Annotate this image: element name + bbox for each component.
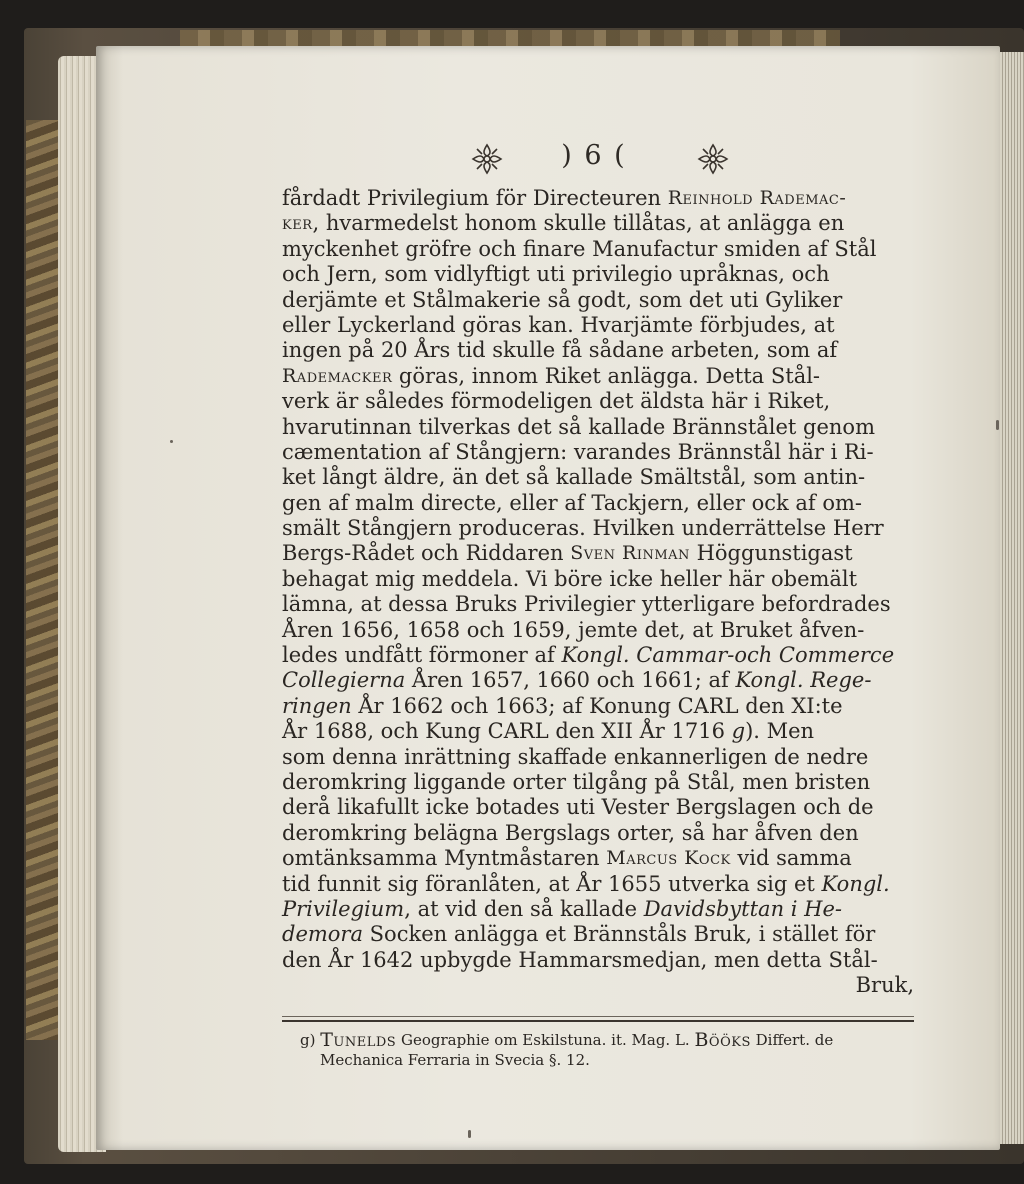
text-line — [282, 465, 914, 490]
text-run: ket långt äldre, än det så kallade Smältstål, som antin- — [282, 465, 866, 490]
text-run: behagat mig meddela. Vi böre icke heller här obemält — [282, 566, 858, 591]
text-run: lämna, at dessa Bruks Privilegier ytterligare befordrades — [282, 592, 891, 617]
text-run: cæmentation af Stångjern: varandes Brännstål här i Ri- — [282, 439, 874, 464]
text-run: g — [731, 719, 746, 744]
text-line — [282, 516, 914, 541]
text-line — [282, 719, 914, 744]
text-line — [282, 592, 914, 617]
text-run: Privilegium — [282, 896, 405, 921]
text-run: År 1688, och Kung CARL den XII År 1716 — [282, 719, 732, 744]
text-run: Tunelds — [320, 1029, 397, 1051]
page-header — [470, 138, 740, 182]
text-line — [282, 440, 914, 465]
cover-marble-top — [180, 30, 840, 46]
text-line — [282, 541, 914, 566]
text-run: Reinhold Rademac- — [667, 187, 847, 209]
text-run: Bööks — [694, 1029, 751, 1051]
text-run: verk är således förmodeligen det äldsta här i Riket, — [282, 389, 831, 414]
cover-marble-spine — [26, 120, 60, 1040]
text-run: ). — [745, 719, 760, 744]
catchword: Bruk, — [855, 973, 914, 998]
text-run: deromkring liggande orter tilgång på Stål, men bristen — [282, 769, 871, 794]
footnote-block — [300, 1030, 914, 1070]
text-line — [282, 211, 914, 236]
text-line — [282, 897, 914, 922]
text-run: År 1662 och 1663; af Konung CARL den XI:te — [351, 693, 843, 718]
text-run: ledes undfått förmoner af — [282, 643, 562, 668]
page-stack-right — [1000, 52, 1024, 1144]
text-run: ker — [282, 212, 313, 235]
text-run: Men — [759, 719, 815, 744]
text-line — [282, 618, 914, 643]
paper-speck — [170, 440, 173, 443]
text-line — [282, 237, 914, 262]
text-run: och Jern, som vidlyftigt uti privilegio upråknas, och — [282, 262, 830, 287]
text-run: , at vid den så kallade — [404, 896, 644, 921]
text-run: Davidsbyttan i He- — [643, 896, 842, 921]
text-run: den År 1642 upbygde Hammarsmedjan, men detta Stål- — [282, 947, 878, 972]
text-line — [282, 364, 914, 389]
text-run: derjämte et Stålmakerie så godt, som det uti Gyliker — [282, 287, 843, 312]
text-line — [282, 795, 914, 820]
text-run: eller Lyckerland göras kan. Hvarjämte förbjudes, at — [282, 312, 835, 337]
text-run: myckenhet gröfre och finare Manufactur smiden af Stål — [282, 236, 877, 261]
text-run: ingen på 20 Års tid skulle få sådane arbeten, som af — [282, 338, 838, 363]
text-run: Sven Rinman — [570, 542, 690, 565]
text-run: göras, innom Riket anlägga. Detta Stål- — [392, 363, 821, 388]
text-line — [282, 872, 914, 897]
main-text-block — [282, 186, 914, 999]
text-run: Höggunstigast — [689, 541, 853, 566]
text-run: hvarutinnan tilverkas det så kallade Brännstålet genom — [282, 414, 875, 439]
text-line — [282, 313, 914, 338]
text-run: , hvarmedelst honom skulle tillåtas, at anlägga en — [312, 211, 845, 236]
text-run: Differt. de — [750, 1031, 834, 1049]
text-run: demora — [282, 922, 363, 947]
text-line — [282, 770, 914, 795]
text-run: fårdadt Privilegium för Directeuren — [282, 186, 668, 210]
footnote-rule-thin — [282, 1016, 914, 1017]
text-run: Kongl. — [821, 871, 890, 896]
text-run: Kongl. Rege- — [735, 668, 872, 693]
text-run: Åren 1656, 1658 och 1659, jemte det, at Bruket åfven- — [282, 617, 865, 642]
text-run: smält Stångjern produceras. Hvilken underrättelse Herr — [282, 516, 884, 541]
text-run: g) — [300, 1031, 321, 1049]
text-run: Rademacker — [282, 364, 393, 387]
text-run: Åren 1657, 1660 och 1661; af — [405, 668, 736, 693]
text-run: som denna inrättning skaffade enkannerligen de nedre — [282, 744, 869, 769]
text-line — [282, 846, 914, 871]
text-run: ringen — [282, 693, 352, 718]
text-line — [282, 567, 914, 592]
text-line — [282, 694, 914, 719]
text-run: Marcus Kock — [606, 847, 731, 870]
text-line — [282, 288, 914, 313]
footnote-line — [300, 1030, 914, 1050]
paper-speck — [468, 1130, 471, 1138]
text-run: Socken anlägga et Brännståls Bruk, i stället för — [363, 922, 876, 947]
text-run: Bergs-Rådet och Riddaren — [282, 541, 571, 566]
text-line — [282, 922, 914, 947]
footnote-line — [300, 1050, 914, 1070]
text-line — [282, 262, 914, 287]
text-run: Collegierna — [282, 668, 406, 693]
text-line — [282, 389, 914, 414]
footnote-rule — [282, 1020, 914, 1022]
text-run: tid funnit sig föranlåten, at År 1655 utverka sig et — [282, 871, 822, 896]
text-run: derå likafullt icke botades uti Vester Bergslagen och de — [282, 795, 874, 820]
text-line — [282, 643, 914, 668]
text-run: Kongl. Cammar-och Commerce — [561, 643, 895, 668]
text-run: Mechanica Ferraria in Svecia §. 12. — [320, 1051, 590, 1069]
text-run: Geographie om Eskilstuna. it. Mag. L. — [396, 1031, 695, 1049]
paper-speck — [996, 420, 999, 430]
text-line — [282, 186, 914, 211]
text-line — [282, 668, 914, 693]
text-line — [282, 745, 914, 770]
text-run: vid samma — [730, 846, 852, 871]
text-run: omtänksamma Myntmåstaren — [282, 846, 607, 871]
fleuron-ornament-icon — [696, 142, 730, 176]
page-folio: ) 6 ( — [561, 140, 627, 171]
text-line — [282, 491, 914, 516]
text-line — [282, 821, 914, 846]
fleuron-ornament-icon — [470, 142, 504, 176]
text-line — [282, 415, 914, 440]
text-run: deromkring belägna Bergslags orter, så har åfven den — [282, 820, 859, 845]
text-run: gen af malm directe, eller af Tackjern, eller ock af om- — [282, 490, 863, 515]
text-line — [282, 338, 914, 363]
text-line — [282, 948, 914, 973]
